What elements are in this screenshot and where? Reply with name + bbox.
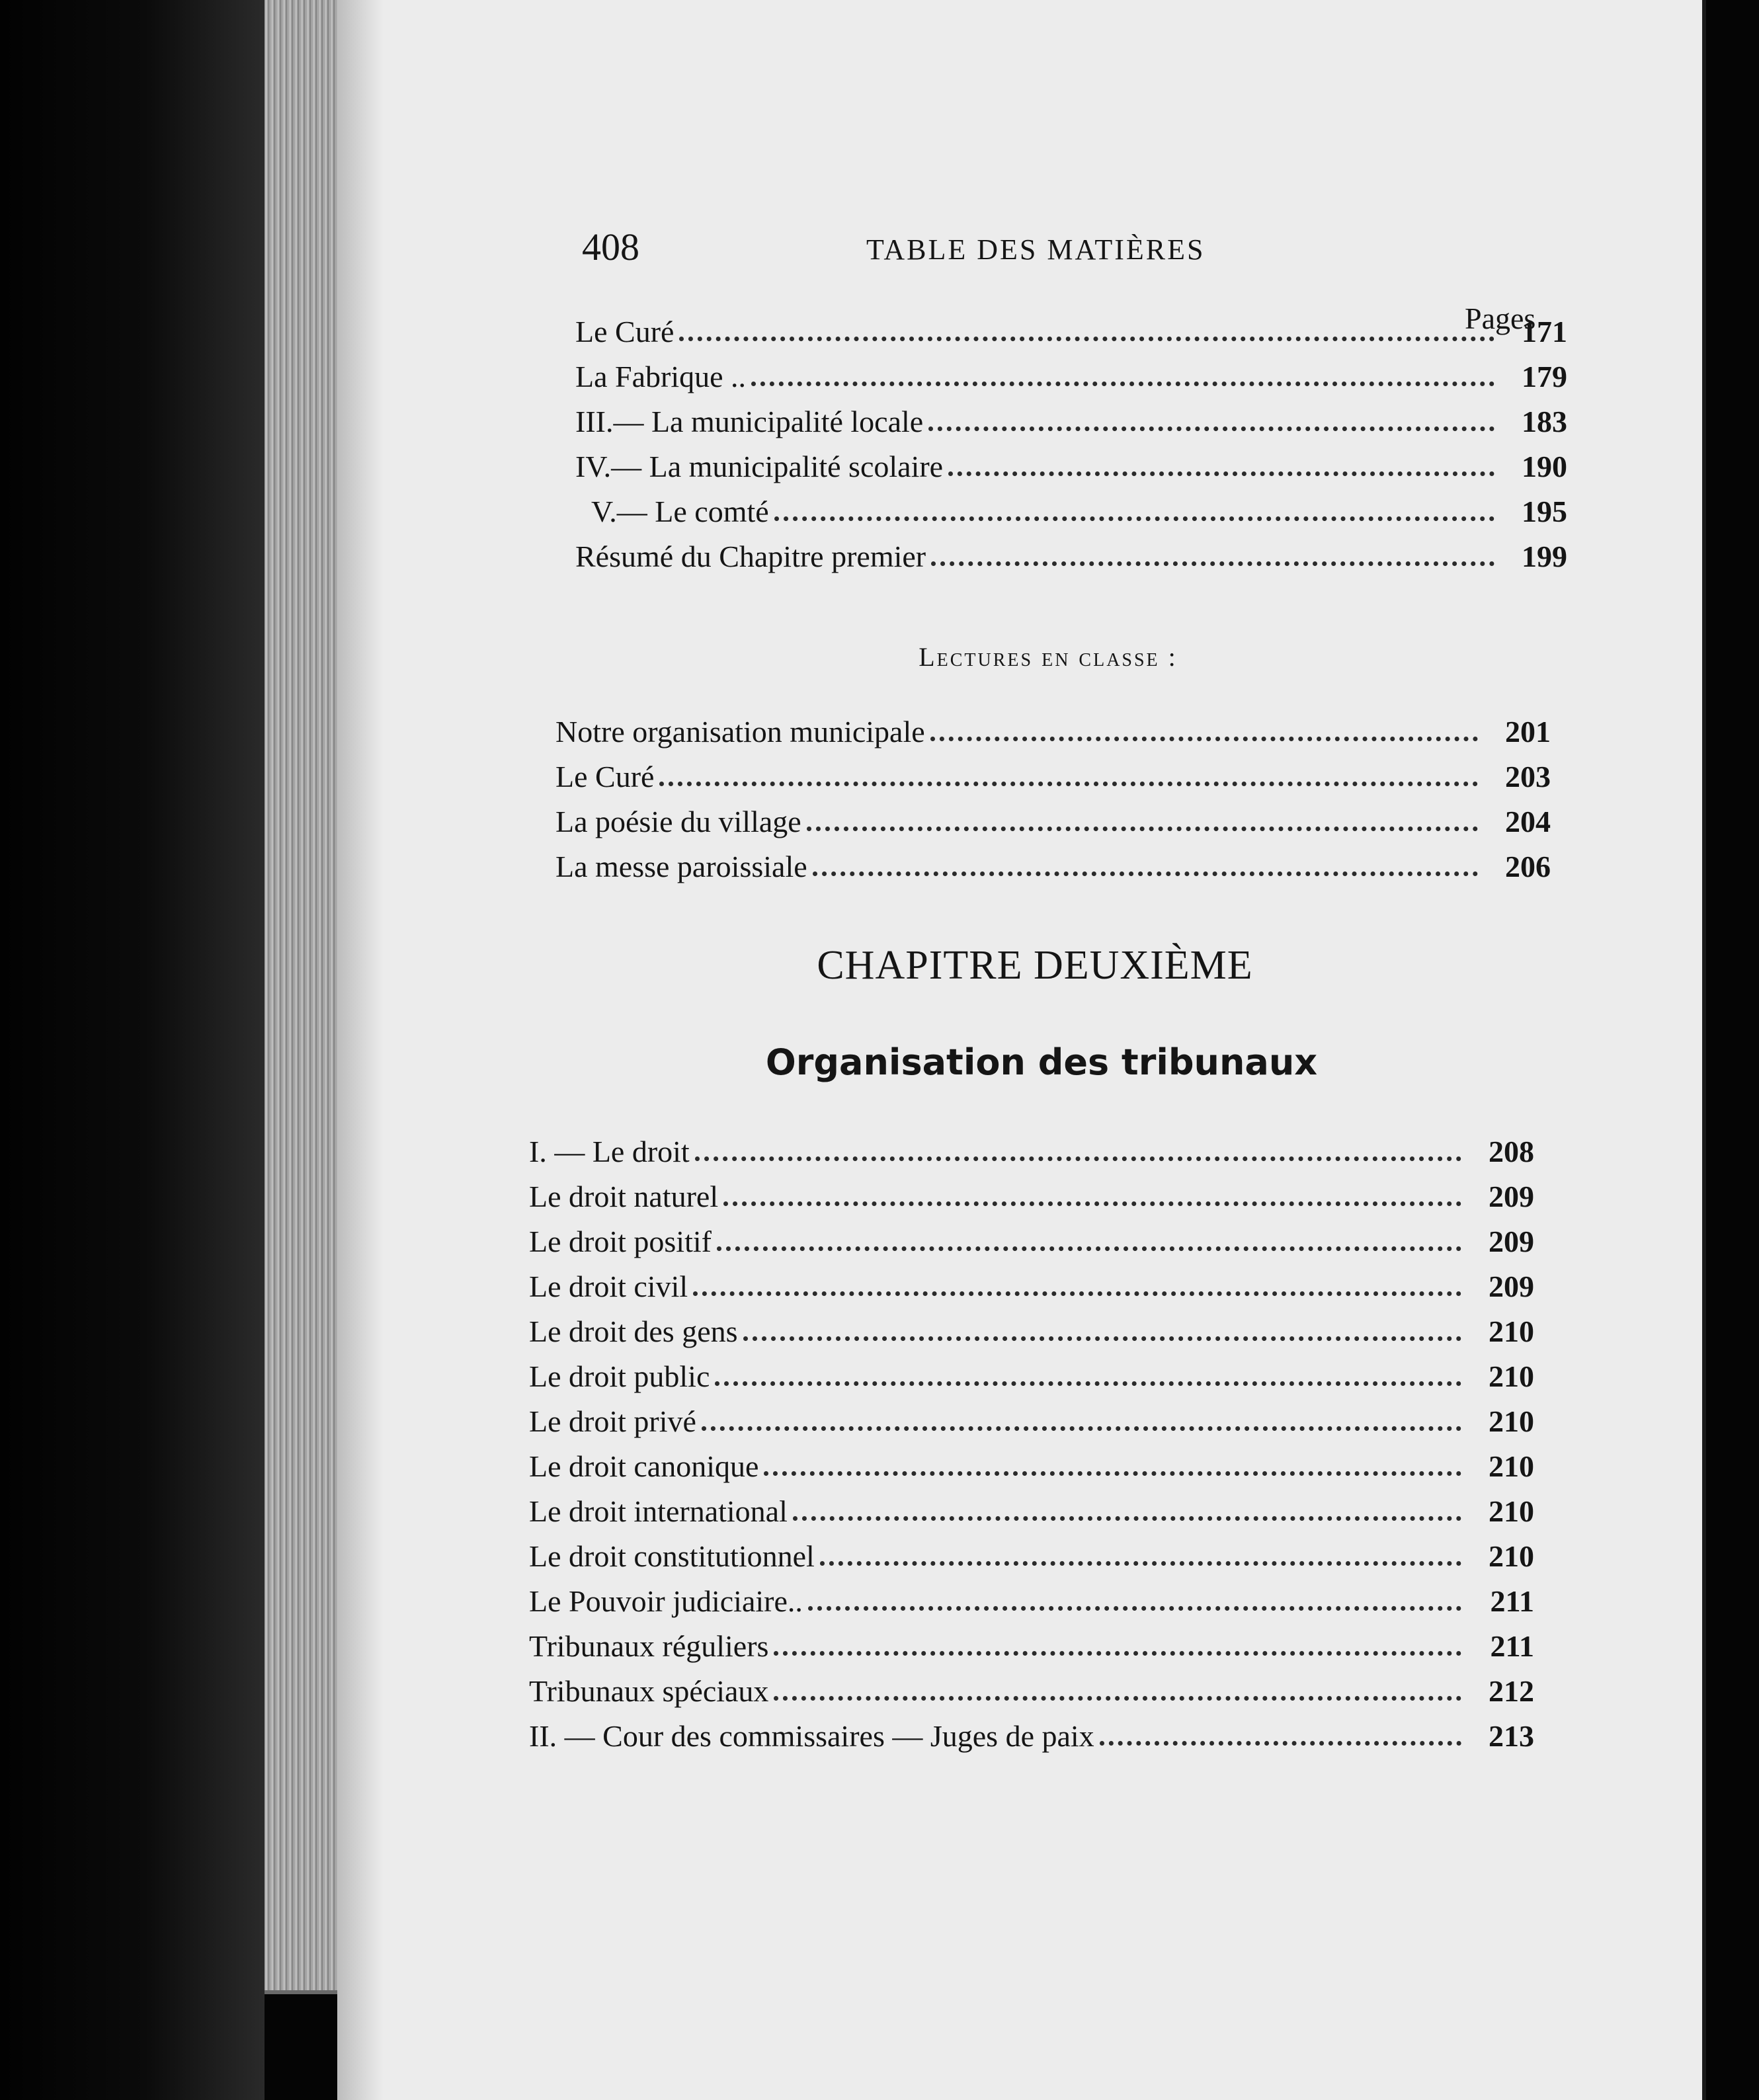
toc-entry-title: La poésie du village xyxy=(555,805,801,838)
dot-leader xyxy=(774,1696,1461,1701)
toc-entry-page: 209 xyxy=(1489,1225,1534,1258)
toc-entry-title: Notre organisation municipale xyxy=(555,715,925,748)
chapter-subtitle: Organisation des tribunaux xyxy=(765,1041,1318,1083)
toc-entry-title: Tribunaux réguliers xyxy=(529,1629,769,1663)
toc-entry-title: V.— Le comté xyxy=(591,495,769,528)
toc-section-chapter-one xyxy=(575,304,1567,574)
pages-column-label: Pages xyxy=(1465,302,1536,335)
toc-entry-page: 199 xyxy=(1522,540,1567,573)
toc-entry-page: 213 xyxy=(1489,1719,1534,1753)
toc-entry-title: I. — Le droit xyxy=(529,1135,690,1168)
chapter-heading: CHAPITRE DEUXIÈME xyxy=(817,943,1253,988)
toc-entry xyxy=(529,1619,1534,1664)
scan-gutter xyxy=(0,0,265,2100)
dot-leader xyxy=(659,782,1478,786)
dot-leader xyxy=(820,1561,1461,1566)
toc-entry xyxy=(555,839,1551,884)
dot-leader xyxy=(702,1426,1461,1431)
dot-leader xyxy=(774,1651,1461,1656)
toc-entry xyxy=(529,1484,1534,1529)
dot-leader xyxy=(743,1336,1461,1341)
dot-leader xyxy=(930,737,1478,741)
dot-leader xyxy=(1100,1741,1461,1746)
toc-entry-page: 195 xyxy=(1522,495,1567,528)
toc-entry xyxy=(529,1664,1534,1709)
toc-entry-title: Le droit privé xyxy=(529,1404,696,1438)
toc-entry xyxy=(529,1349,1534,1394)
dot-leader xyxy=(807,827,1478,831)
running-title: TABLE DES MATIÈRES xyxy=(866,233,1206,266)
toc-entry-page: 208 xyxy=(1489,1135,1534,1168)
toc-entry xyxy=(555,704,1551,749)
toc-entry xyxy=(555,749,1551,794)
toc-entry-title: La messe paroissiale xyxy=(555,850,807,883)
toc-entry-page: 210 xyxy=(1489,1314,1534,1348)
toc-entry-title: Résumé du Chapitre premier xyxy=(575,540,926,573)
toc-entry xyxy=(529,1259,1534,1304)
toc-entry-title: Le droit des gens xyxy=(529,1314,738,1348)
toc-entry-page: 206 xyxy=(1505,850,1551,883)
toc-entry xyxy=(575,304,1567,349)
toc-entry-title: Le droit constitutionnel xyxy=(529,1539,815,1573)
dot-leader xyxy=(693,1291,1461,1296)
toc-entry-page: 209 xyxy=(1489,1180,1534,1213)
toc-entry xyxy=(529,1439,1534,1484)
toc-entry-page: 209 xyxy=(1489,1270,1534,1303)
toc-entry-page: 210 xyxy=(1489,1449,1534,1483)
toc-entry-title: III.— La municipalité locale xyxy=(575,405,924,438)
toc-entry xyxy=(529,1394,1534,1439)
toc-entry-page: 210 xyxy=(1489,1404,1534,1438)
toc-entry-title: La Fabrique .. xyxy=(575,360,747,393)
dot-leader xyxy=(751,382,1494,386)
toc-entry-title: Le Pouvoir judiciaire.. xyxy=(529,1584,803,1618)
toc-entry-title: IV.— La municipalité scolaire xyxy=(575,450,944,483)
toc-entry-page: 210 xyxy=(1489,1494,1534,1528)
dot-leader xyxy=(715,1381,1461,1386)
toc-entry xyxy=(575,484,1567,529)
dot-leader xyxy=(717,1246,1461,1251)
toc-entry-title: Le Curé xyxy=(575,315,675,348)
toc-entry-page: 183 xyxy=(1522,405,1567,438)
toc-entry-page: 190 xyxy=(1522,450,1567,483)
lectures-heading: Lectures en classe : xyxy=(919,642,1178,672)
toc-section-chapter-two xyxy=(529,1124,1534,1754)
toc-entry xyxy=(529,1529,1534,1574)
toc-entry xyxy=(529,1124,1534,1169)
toc-entry-title: Le droit public xyxy=(529,1359,710,1393)
toc-entry-title: Le droit naturel xyxy=(529,1180,719,1213)
toc-section-lectures xyxy=(555,704,1551,884)
dot-leader xyxy=(679,337,1494,341)
toc-entry-title: Le droit canonique xyxy=(529,1449,759,1483)
page-edges xyxy=(265,0,337,1994)
book-page xyxy=(337,0,1706,2100)
toc-entry xyxy=(529,1709,1534,1754)
toc-entry-page: 171 xyxy=(1522,315,1567,348)
dot-leader xyxy=(931,561,1494,566)
dot-leader xyxy=(948,471,1494,476)
dot-leader xyxy=(813,871,1478,876)
dot-leader xyxy=(808,1606,1461,1611)
toc-entry xyxy=(529,1304,1534,1349)
toc-entry-page: 179 xyxy=(1522,360,1567,393)
toc-entry xyxy=(575,394,1567,439)
page-number: 408 xyxy=(582,225,639,268)
dot-leader xyxy=(764,1471,1461,1476)
dot-leader xyxy=(774,516,1494,521)
toc-entry-title: Tribunaux spéciaux xyxy=(529,1674,769,1708)
toc-entry xyxy=(575,529,1567,574)
page-header xyxy=(337,225,1706,278)
toc-entry-title: Le droit positif xyxy=(529,1225,712,1258)
toc-entry xyxy=(529,1169,1534,1214)
dot-leader xyxy=(928,426,1494,431)
toc-entry-page: 212 xyxy=(1489,1674,1534,1708)
toc-entry-title: II. — Cour des commissaires — Juges de paix xyxy=(529,1719,1094,1753)
dot-leader xyxy=(793,1516,1461,1521)
toc-entry-page: 201 xyxy=(1505,715,1551,748)
toc-entry xyxy=(529,1574,1534,1619)
toc-entry-title: Le droit civil xyxy=(529,1270,688,1303)
toc-entry xyxy=(575,349,1567,394)
toc-entry-page: 204 xyxy=(1505,805,1551,838)
toc-entry-page: 210 xyxy=(1489,1359,1534,1393)
toc-entry xyxy=(575,439,1567,484)
dot-leader xyxy=(723,1201,1461,1206)
toc-entry-page: 203 xyxy=(1505,760,1551,793)
toc-entry xyxy=(555,794,1551,839)
toc-entry xyxy=(529,1214,1534,1259)
toc-entry-title: Le droit international xyxy=(529,1494,788,1528)
toc-entry-title: Le Curé xyxy=(555,760,655,793)
toc-entry-page: 211 xyxy=(1490,1584,1534,1618)
toc-entry-page: 211 xyxy=(1490,1629,1534,1663)
dot-leader xyxy=(695,1156,1461,1161)
toc-entry-page: 210 xyxy=(1489,1539,1534,1573)
